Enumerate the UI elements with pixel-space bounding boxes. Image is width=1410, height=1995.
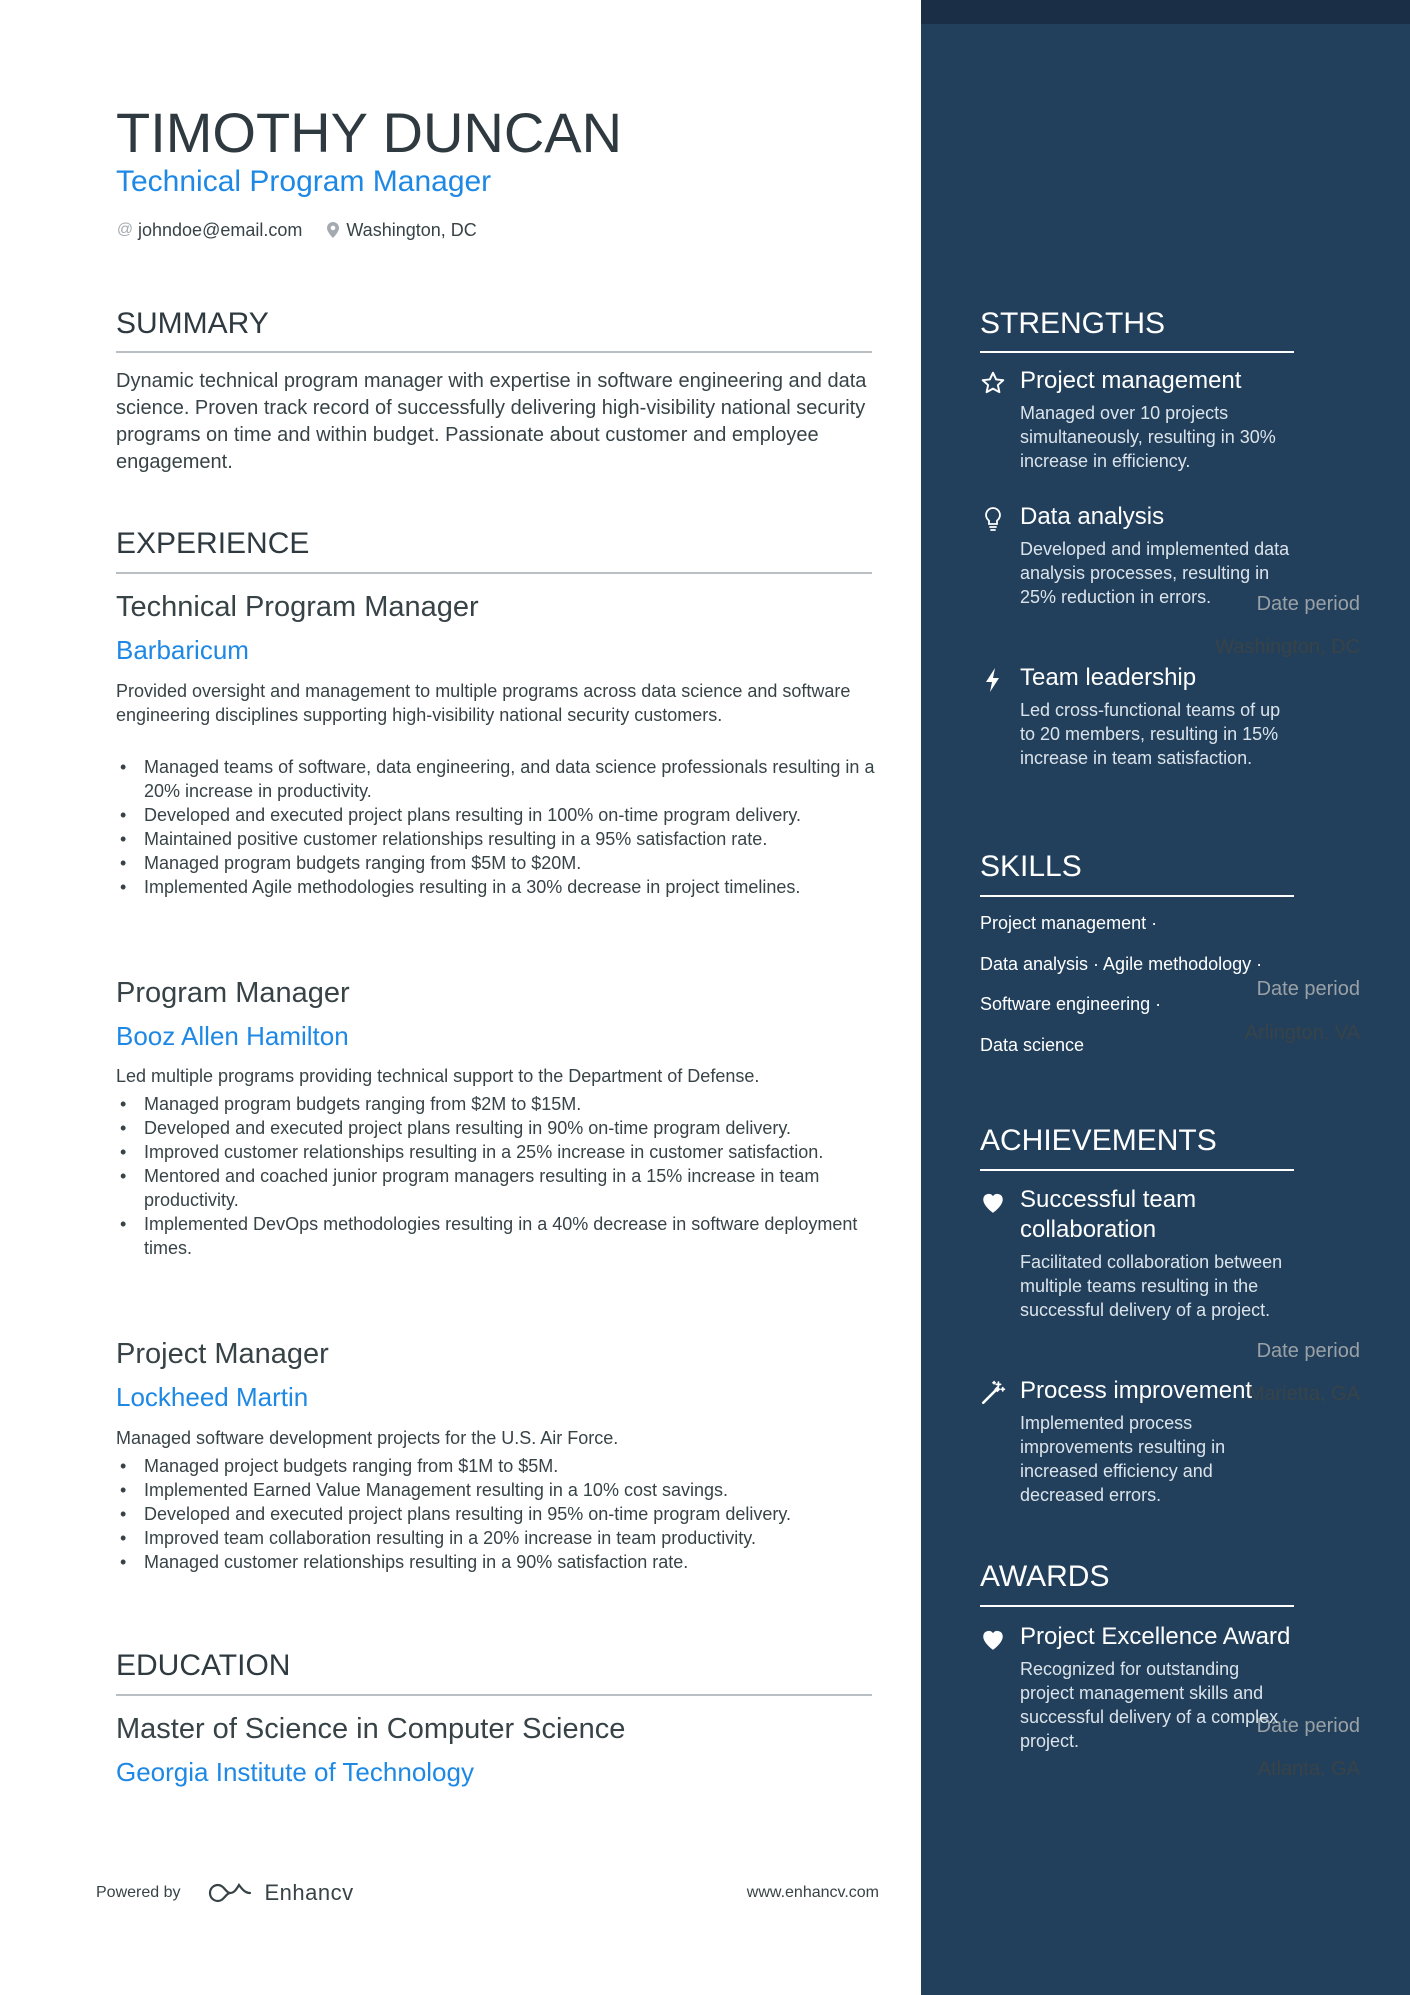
- summary-title: SUMMARY: [116, 307, 269, 340]
- strength-heading: Data analysis: [1020, 503, 1165, 530]
- strength-heading: Project management: [1020, 367, 1242, 394]
- achievements-title: ACHIEVEMENTS: [980, 1124, 1217, 1157]
- skill-line: Data analysis · Agile methodology ·: [980, 954, 1263, 974]
- job-description: Led multiple programs providing technical support to the Department of Defense.: [116, 1066, 760, 1086]
- education-school[interactable]: Georgia Institute of Technology: [116, 1757, 474, 1787]
- award-heading: Project Excellence Award: [1020, 1623, 1291, 1650]
- list-item: • Maintained positive customer relationships resulting in a 95% satisfaction rate.: [116, 827, 876, 851]
- footer-website[interactable]: www.enhancv.com: [746, 1884, 879, 1901]
- job-bullets: [116, 755, 876, 899]
- candidate-name: TIMOTHY DUNCAN: [116, 101, 623, 164]
- list-item: • Mentored and coached junior program managers resulting in a 15% increase in team productivity.: [116, 1164, 876, 1212]
- map-pin-icon: [324, 222, 342, 238]
- skills-divider: [980, 895, 1294, 897]
- education-title: EDUCATION: [116, 1649, 291, 1682]
- education-divider: [116, 1694, 872, 1696]
- job-company[interactable]: Barbaricum: [116, 635, 249, 665]
- strengths-title: STRENGTHS: [980, 307, 1166, 340]
- skills-title: SKILLS: [980, 850, 1082, 883]
- summary-divider: [116, 351, 872, 353]
- experience-title: EXPERIENCE: [116, 527, 310, 560]
- skill-line: Project management ·: [980, 913, 1158, 933]
- achievement-body: Facilitated collaboration between multiple teams resulting in the successful delivery of a project.: [1020, 1252, 1283, 1320]
- enhancv-logo-icon: [207, 1881, 253, 1905]
- star-icon: [980, 370, 1006, 396]
- candidate-role: Technical Program Manager: [116, 165, 492, 198]
- enhancv-brand-text[interactable]: Enhancv: [264, 1880, 354, 1905]
- achievements-divider: [980, 1169, 1294, 1171]
- list-item: • Managed program budgets ranging from $5M to $20M.: [116, 851, 876, 875]
- contact-email[interactable]: [116, 217, 302, 243]
- strength-item: [980, 663, 1310, 770]
- job-location: Marietta, GA: [1247, 1383, 1360, 1405]
- at-icon: @: [116, 221, 134, 238]
- award-body: Recognized for outstanding project management skills and successful delivery of a complex project.: [1020, 1659, 1279, 1751]
- awards-title: AWARDS: [980, 1560, 1110, 1593]
- job-title: Program Manager: [116, 977, 350, 1009]
- list-item: • Managed program budgets ranging from $2M to $15M.: [116, 1092, 876, 1116]
- contact-location: [324, 217, 476, 243]
- job-location: Arlington, VA: [1244, 1022, 1360, 1044]
- achievement-body: Implemented process improvements resulting in increased efficiency and decreased errors.: [1020, 1413, 1226, 1505]
- job-bullets: [116, 1092, 876, 1260]
- strengths-divider: [980, 351, 1294, 353]
- magic-wand-icon: [980, 1380, 1006, 1406]
- job-title: Project Manager: [116, 1338, 329, 1370]
- list-item: • Implemented DevOps methodologies resulting in a 40% decrease in software deployment times.: [116, 1212, 876, 1260]
- heart-icon: [980, 1626, 1006, 1652]
- job-bullets: [116, 1454, 876, 1574]
- strength-item: [980, 366, 1310, 473]
- education-location: Atlanta, GA: [1257, 1758, 1360, 1780]
- strength-body: Managed over 10 projects simultaneously, resulting in 30% increase in efficiency.: [1020, 403, 1276, 471]
- education-date: Date period: [1256, 1715, 1360, 1737]
- strength-item: [980, 502, 1310, 609]
- achievement-item: [980, 1185, 1310, 1322]
- strength-body: Developed and implemented data analysis processes, resulting in 25% reduction in errors.: [1020, 539, 1290, 607]
- list-item: • Implemented Agile methodologies resulting in a 30% decrease in project timelines.: [116, 875, 876, 899]
- achievement-heading: Successful team collaboration: [1020, 1186, 1197, 1243]
- achievement-heading: Process improvement: [1020, 1377, 1253, 1404]
- list-item: • Managed teams of software, data engineering, and data science professionals resulting in a 20% increase in productivity.: [116, 755, 876, 803]
- strength-heading: Team leadership: [1020, 664, 1197, 691]
- job-date: Date period: [1256, 593, 1360, 615]
- job-location: Washington, DC: [1215, 636, 1360, 658]
- sidebar-top-bar: [921, 0, 1410, 24]
- lightbulb-icon: [980, 506, 1006, 532]
- education-degree: Master of Science in Computer Science: [116, 1713, 626, 1745]
- job-title: Technical Program Manager: [116, 591, 479, 623]
- skill-line: Data science: [980, 1035, 1085, 1055]
- award-item: [980, 1622, 1310, 1753]
- list-item: • Developed and executed project plans resulting in 95% on-time program delivery.: [116, 1502, 876, 1526]
- skill-line: Software engineering ·: [980, 994, 1162, 1014]
- list-item: • Improved customer relationships resulting in a 25% increase in customer satisfaction.: [116, 1140, 876, 1164]
- job-description: Managed software development projects for the U.S. Air Force.: [116, 1428, 619, 1448]
- job-company[interactable]: Booz Allen Hamilton: [116, 1021, 349, 1051]
- lightning-icon: [980, 667, 1006, 693]
- footer-branding: [96, 1880, 354, 1906]
- job-date: Date period: [1256, 978, 1360, 1000]
- heart-icon: [980, 1189, 1006, 1215]
- contact-info: [116, 217, 477, 243]
- job-description: Provided oversight and management to multiple programs across data science and software engineering disciplines supporting high-visibility national security customers.: [116, 681, 851, 725]
- job-company[interactable]: Lockheed Martin: [116, 1382, 309, 1412]
- list-item: • Managed customer relationships resulting in a 90% satisfaction rate.: [116, 1550, 876, 1574]
- strength-body: Led cross-functional teams of up to 20 members, resulting in 15% increase in team satisfaction.: [1020, 700, 1281, 768]
- list-item: • Improved team collaboration resulting in a 20% increase in team productivity.: [116, 1526, 876, 1550]
- experience-divider: [116, 572, 872, 574]
- list-item: • Developed and executed project plans resulting in 90% on-time program delivery.: [116, 1116, 876, 1140]
- summary-text: Dynamic technical program manager with expertise in software engineering and data science. Proven track record of successfully delivering high-visibility national security programs on time and within budget. Passionate about customer and employee engagement.: [116, 370, 867, 473]
- list-item: • Developed and executed project plans resulting in 100% on-time program delivery.: [116, 803, 876, 827]
- powered-by-label: Powered by: [96, 1884, 181, 1901]
- list-item: • Implemented Earned Value Management resulting in a 10% cost savings.: [116, 1478, 876, 1502]
- achievement-item: [980, 1376, 1310, 1507]
- email-text: johndoe@email.com: [138, 220, 303, 240]
- list-item: • Managed project budgets ranging from $1M to $5M.: [116, 1454, 876, 1478]
- awards-divider: [980, 1605, 1294, 1607]
- location-text: Washington, DC: [346, 220, 477, 240]
- job-date: Date period: [1256, 1340, 1360, 1362]
